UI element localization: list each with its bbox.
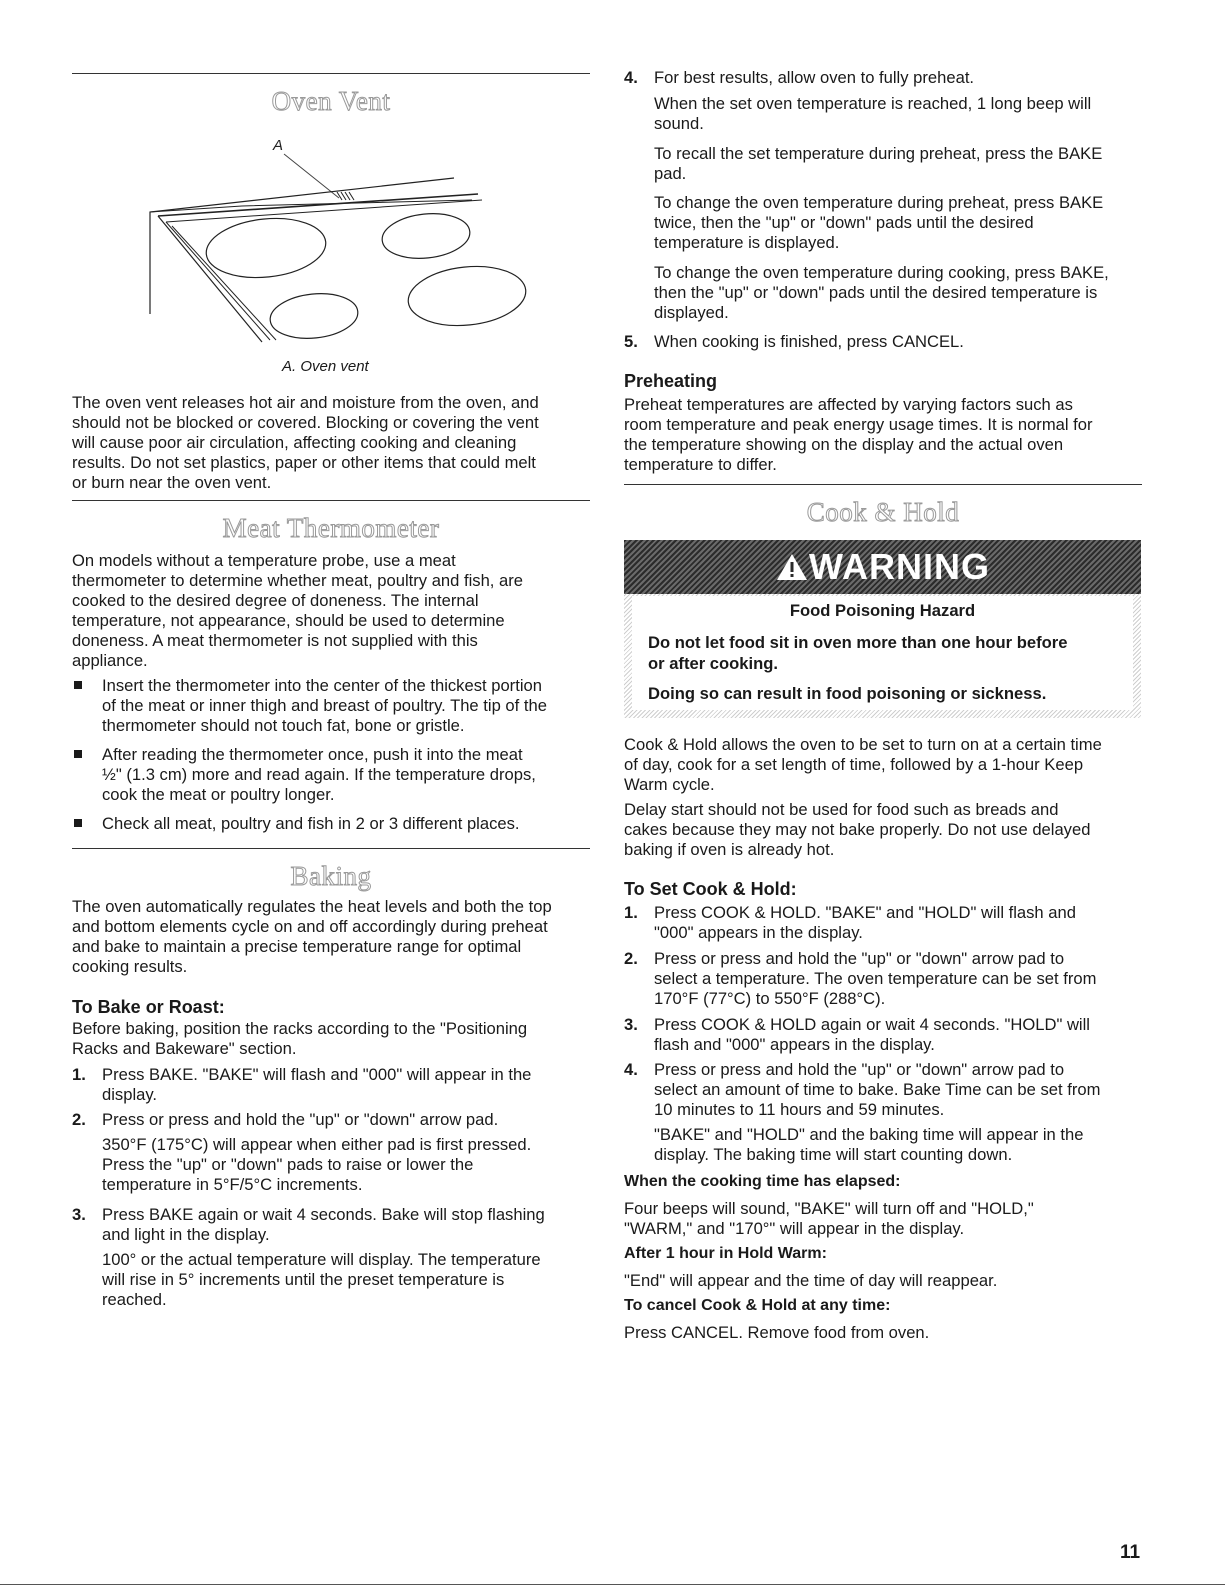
warning-body: Food Poisoning Hazard Do not let food sit in oven more than one hour before or after cooking. Doing so can result in food poisoning or sickness. xyxy=(632,596,1133,710)
figure-caption: A. Oven vent xyxy=(282,358,369,375)
cancel-heading: To cancel Cook & Hold at any time: xyxy=(624,1297,891,1314)
preheating-heading: Preheating xyxy=(624,371,718,391)
page-number: 11 xyxy=(1120,1542,1141,1563)
warning-box xyxy=(624,540,1141,718)
oven-vent-title: Oven Vent xyxy=(271,86,391,116)
warning-header xyxy=(624,540,1141,594)
burner-icon xyxy=(203,213,328,283)
section-divider xyxy=(72,73,590,74)
bullet-icon xyxy=(74,819,82,827)
callout-a: A xyxy=(273,137,284,154)
warning-title: WARNING xyxy=(624,546,1141,588)
burner-icon xyxy=(405,261,528,331)
after-hold-heading: After 1 hour in Hold Warm: xyxy=(624,1245,827,1262)
oven-vent-illustration xyxy=(142,130,542,345)
elapsed-heading: When the cooking time has elapsed: xyxy=(624,1173,901,1190)
warning-triangle-icon xyxy=(775,552,809,582)
section-divider xyxy=(72,500,590,501)
section-divider xyxy=(72,848,590,849)
burner-icon xyxy=(268,290,360,343)
section-divider xyxy=(624,484,1142,485)
cook-hold-title: Cook & Hold xyxy=(806,497,960,527)
vent-slots-icon xyxy=(337,192,354,200)
bake-roast-heading: To Bake or Roast: xyxy=(72,997,225,1017)
meat-thermometer-title: Meat Thermometer xyxy=(222,513,440,543)
set-cook-hold-heading: To Set Cook & Hold: xyxy=(624,879,797,899)
bullet-icon xyxy=(74,750,82,758)
hazard-title: Food Poisoning Hazard xyxy=(789,601,976,620)
bullet-icon xyxy=(74,681,82,689)
burner-icon xyxy=(380,210,472,263)
baking-title: Baking xyxy=(290,861,372,891)
